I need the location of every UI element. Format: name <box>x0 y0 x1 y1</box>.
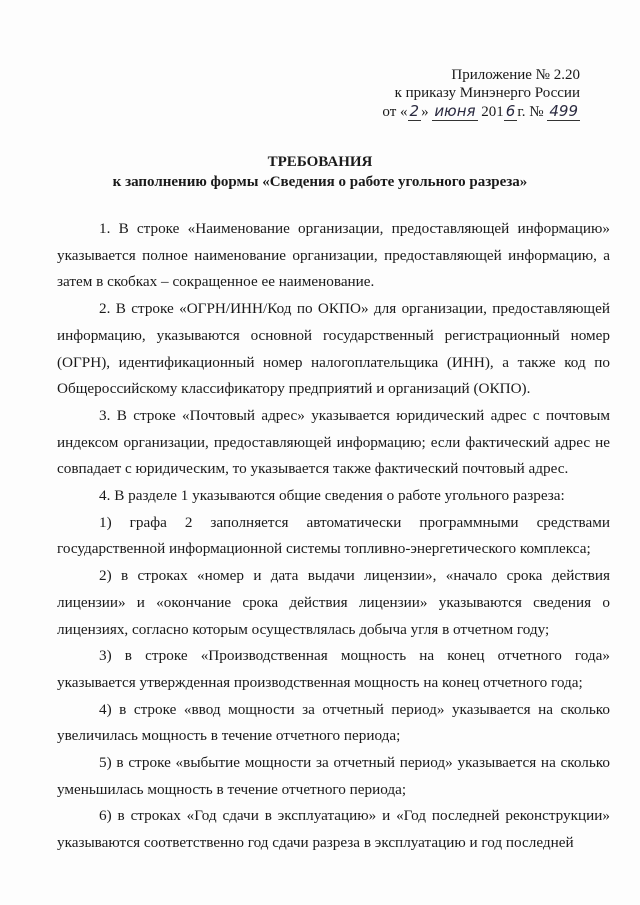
date-prefix: от « <box>382 104 408 120</box>
handwritten-order-number: 499 <box>549 102 578 120</box>
annex-order-ref: к приказу Минэнерго России <box>394 85 580 101</box>
annex-date-line <box>340 102 580 121</box>
paragraph: 6) в строках «Год сдачи в эксплуатацию» и «Год последней реконструкции» указываются соответственно год сдачи разреза в эксплуатацию и год последней <box>57 807 610 852</box>
paragraph: 2) в строках «номер и дата выдачи лицензии», «начало срока действия лицензии» и «окончание срока действия лицензии» указываются сведения о лицензиях, согласно которым осуществлялась добыча угля в отчетном году; <box>57 567 610 638</box>
date-quote-close: » <box>421 104 429 120</box>
paragraph: 1) графа 2 заполняется автоматически программными средствами государственной информационной системы топливно-энергетического комплекса; <box>57 513 610 558</box>
paragraph: 3) в строке «Производственная мощность на конец отчетного года» указывается утвержденная производственная мощность на конец отчетного года; <box>57 647 610 691</box>
annex-header <box>340 66 580 121</box>
handwritten-month: июня <box>434 102 476 120</box>
year-suffix: г. № <box>517 104 544 120</box>
annex-number: Приложение № 2.20 <box>451 67 580 83</box>
paragraph: 4. В разделе 1 указываются общие сведения о работе угольного разреза: <box>99 487 565 505</box>
handwritten-year-digit: 6 <box>505 102 516 120</box>
handwritten-day: 2 <box>409 102 420 120</box>
paragraph: 1. В строке «Наименование организации, предоставляющей информацию» указывается полное наименование организации, предоставляющей информацию, а затем в скобках – сокращенное ее наименование. <box>57 220 610 291</box>
paragraph: 2. В строке «ОГРН/ИНН/Код по ОКПО» для организации, предоставляющей информацию, указываются основной государственный регистрационный номер (ОГРН), идентификационный номер налогоплательщика (ИНН), а также код по Общероссийскому классификатору предприятий и организаций (ОКПО). <box>57 300 610 398</box>
paragraph: 5) в строке «выбытие мощности за отчетный период» указывается на сколько уменьшилась мощность в течение отчетного периода; <box>57 754 610 798</box>
title-subheading: к заполнению формы «Сведения о работе угольного разреза» <box>112 174 528 190</box>
year-prefix: 201 <box>481 104 504 120</box>
paragraph: 4) в строке «ввод мощности за отчетный период» указывается на сколько увеличилась мощность в течение отчетного периода; <box>57 700 610 745</box>
title-heading: ТРЕБОВАНИЯ <box>267 154 373 170</box>
document-body <box>57 216 610 857</box>
document-title <box>0 152 640 192</box>
paragraph: 3. В строке «Почтовый адрес» указывается юридический адрес с почтовым индексом организации, предоставляющей информацию; если фактический адрес не совпадает с юридическим, то указывается также фактический почтовый адрес. <box>57 406 610 478</box>
